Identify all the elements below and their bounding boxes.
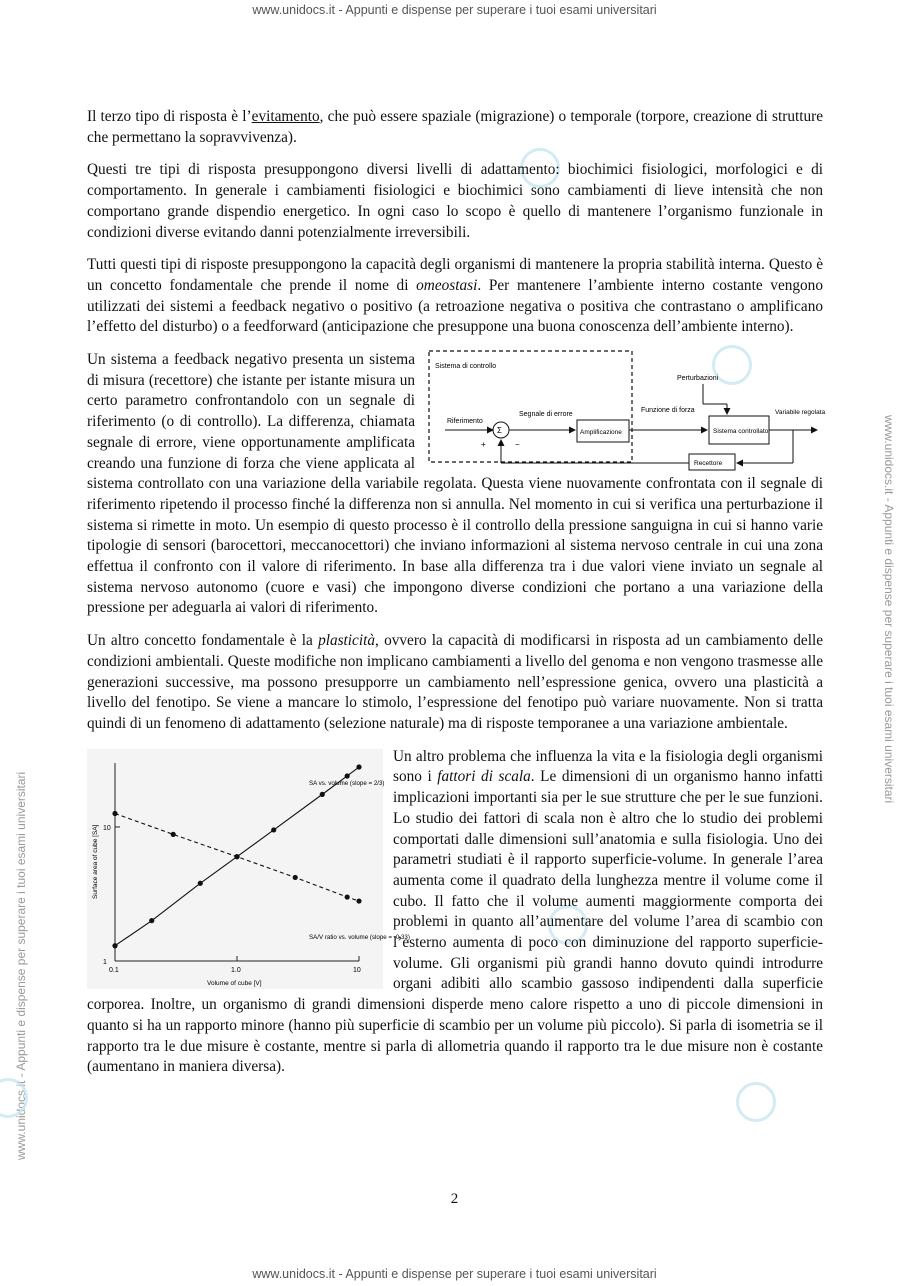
data-point [345,894,350,899]
data-point [234,854,239,859]
x-tick-label: 0.1 [109,966,119,974]
reference-label: Riferimento [447,418,483,426]
feedback-diagram [427,350,826,470]
footer-watermark: www.unidocs.it - Appunti e dispense per superare i tuoi esami universitari [252,1267,657,1281]
scale-section [87,747,823,1078]
force-function-label: Funzione di forza [641,407,695,415]
paragraph-adattamento: Questi tre tipi di risposta presuppongono diversi livelli di adattamento: biochimici fisiologici, morfologici e di comportamento. In generale i cambiamenti fisiologici e biochimici sono cambiamenti di lieve intensità che non comportano grande dispendio energetico. In ogni caso lo scopo è quello di mantenere l’organismo funzionale in condizioni diverse evitando danni potenzialmente irreversibili. [87,161,823,241]
data-point [320,791,325,796]
paragraph-evitamento: Il terzo tipo di risposta è l’evitamento, che può essere spaziale (migrazione) o temporale (torpore, creazione di strutture che permettano la sopravvivenza). [87,108,824,146]
y-tick-label: 1 [103,958,107,966]
side-watermark-right: www.unidocs.it - Appunti e dispense per superare i tuoi esami universitari [882,415,896,804]
plus-sign: + [481,440,486,450]
x-axis-label: Volume of cube [V] [207,979,262,987]
term-plasticita: plasticità [318,632,376,650]
term-fattori-scala: fattori di scala [437,768,531,786]
disturbance-label: Perturbazioni [677,375,719,383]
page-number: 2 [450,1191,459,1207]
receptor-label: Recettore [694,460,723,468]
y-tick-label: 10 [103,824,111,832]
paragraph-feedback: Un sistema a feedback negativo presenta un sistema di misura (recettore) che istante per istante misura un certo parametro confrontandolo con un segnale di riferimento (o di controllo). La differenza, chiamata segnale di errore, viene opportunamente amplificata creando una funzione di forza che viene applicata al sistema controllato con una variazione della variabile regolata. Questa viene nuovamente confrontata con il segnale di riferimento ripetendo il processo finché la differenza non si annulla. Nel momento in cui si verifica una perturbazione il sistema si rimette in moto. Un esempio di questo processo è il controllo della pressione sanguigna in cui si hanno varie tipologie di sensori (barocettori, meccanocettori) che inviano informazioni al sistema nervoso centrale in cui una zona effettua il confronto con il valore di riferimento. In base alla differenza tra i due valori viene inviato un segnale al sistema nervoso autonomo (cuore e vasi) che impongono diverse condizioni che portano a una variazione della pressione per adeguarla ai valori di riferimento. [87,351,823,617]
data-point [356,898,361,903]
series-label-2: SA/V ratio vs. volume (slope = -0.33) [309,933,410,941]
x-tick-label: 10 [353,966,361,974]
term-evitamento: evitamento [251,108,320,125]
surface-volume-chart [87,749,410,989]
x-tick-label: 1.0 [231,966,241,974]
term-omeostasi: omeostasi [416,276,478,294]
controlled-system-label: Sistema controllato [713,428,769,436]
summer-symbol: Σ [497,426,502,436]
controller-label: Sistema di controllo [435,363,497,371]
paragraph-plasticita: Un altro concetto fondamentale è la plasticità, ovvero la capacità di modificarsi in risposta ad un cambiamento delle condizioni ambientali. Queste modifiche non implicano cambiamenti a livello del genoma e non vengono trasmesse alle generazioni successive, ma possono presupporre un cambiamento nell’espressione genica, ovvero una plasticità a livello del fenotipo. Se viene a mancare lo stimolo, l’espressione del fenotipo può variare nuovamente. Non si tratta quindi di un fenomeno di adattamento (selezione naturale) ma di risposte temporanee a una variazione ambientale. [87,632,823,732]
amplifier-label: Amplificazione [580,429,622,437]
data-point [198,880,203,885]
feedback-section [87,350,826,619]
document-body [87,107,826,1090]
data-point [149,918,154,923]
data-point [345,773,350,778]
minus-sign: − [515,440,520,450]
data-point [293,875,298,880]
y-axis-label: Surface area of cube [SA] [92,824,99,899]
data-point [271,827,276,832]
series-label-1: SA vs. volume (slope = 2/3) [309,779,385,787]
data-point [171,831,176,836]
header-watermark: www.unidocs.it - Appunti e dispense per superare i tuoi esami universitari [252,3,657,17]
data-point [112,811,117,816]
paragraph-fattori-scala: Un altro problema che influenza la vita e la fisiologia degli organismi sono i fattori di scala. Le dimensioni di un organismo hanno infatti implicazioni importanti sia per le sue strutture che per le sue funzioni. Lo studio dei fattori di scala non è altro che lo studio dei problemi comportati dalle dimensioni sull’anatomia e sulla fisiologia. Uno dei parametri studiati è il rapporto superficie-volume. In generale l’area aumenta come il quadrato della lunghezza mentre il volume come il cubo. Il fatto che il volume aumenti maggiormente comporta dei problemi in quanto all’aumentare del volume l’area di scambio con l’esterno aumenta di poco con diminuzione del rapporto superficie-volume. Gli organismi più grandi hanno dovuto quindi introdurre organi adibiti allo scambio gassoso indipendenti dalla superficie corporea. Inoltre, un organismo di grandi dimensioni disperde meno calore rispetto a uno di piccole dimensioni in quanto si ha un rapporto minore (hanno più superficie di scambio per un volume più piccolo). Si parla di isometria se il rapporto tra le due misure è costante, mentre si parla di allometria quando il rapporto tra le due misure non è costante (aumentano in maniera diversa). [87,747,824,1076]
paragraph-omeostasi: Tutti questi tipi di risposte presuppongono la capacità degli organismi di mantenere la propria stabilità interna. Questo è un concetto fondamentale che prende il nome di omeostasi. Per mantenere l’ambiente interno costante vengono utilizzati dei sistemi a feedback negativo o positivo (a retroazione negativa o positiva che contrastano o amplificano l’effetto del disturbo) o a feedforward (anticipazione che presuppone una buona conoscenza dell’ambiente interno). [87,256,823,336]
data-point [356,764,361,769]
data-point [112,943,117,948]
side-watermark-left: www.unidocs.it - Appunti e dispense per superare i tuoi esami universitari [14,771,28,1160]
error-signal-label: Segnale di errore [519,411,573,419]
regulated-variable-label: Variabile regolata [775,409,826,417]
